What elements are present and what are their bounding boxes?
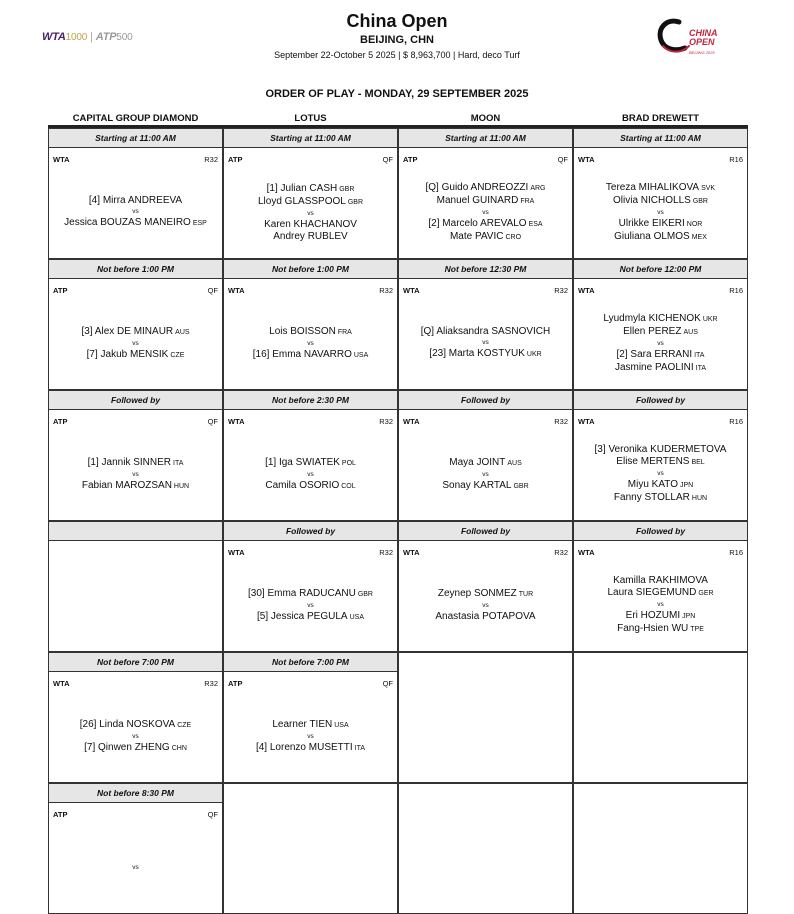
player-line	[272, 719, 348, 732]
tour-label: ATP	[403, 155, 418, 164]
match-time-header: Starting at 11:00 AM	[399, 129, 572, 148]
player-name: Camila OSORIO	[265, 479, 340, 491]
player-line	[614, 231, 707, 244]
match-time-header: Followed by	[399, 391, 572, 410]
player-name: Eri HOZUMI	[625, 610, 681, 621]
player-nationality: USA	[349, 613, 364, 621]
player-name: Emma NAVARRO	[272, 348, 352, 360]
player-seed: [4]	[88, 195, 101, 206]
player-name: Miyu KATO	[627, 479, 678, 490]
player-name: Lois BOISSON	[269, 325, 336, 337]
tour-label: WTA	[403, 417, 420, 426]
player-name: Fabian MAROZSAN	[81, 479, 172, 491]
player-seed: [1]	[265, 456, 277, 468]
tour-label: WTA	[578, 286, 595, 295]
match-cell	[223, 652, 398, 783]
player-seed: [26]	[79, 718, 97, 730]
player-name: Sara ERRANI	[630, 348, 693, 360]
player-name: Jannik SINNER	[101, 456, 171, 468]
player-name: Fang-Hsien WU	[617, 623, 689, 634]
player-seed: [30]	[248, 587, 265, 599]
player-nationality: ITA	[354, 744, 366, 752]
player-line	[84, 742, 187, 755]
player-line	[64, 217, 207, 230]
player-line	[257, 611, 364, 624]
player-name: Karen KHACHANOV	[264, 218, 357, 230]
match-players	[399, 298, 572, 389]
player-line	[617, 349, 705, 362]
player-name: Ellen PEREZ	[623, 325, 682, 337]
match-players	[224, 167, 397, 258]
player-name: Laura SIEGEMUND	[607, 587, 697, 598]
player-nationality: AUS	[507, 459, 522, 467]
player-line	[265, 457, 356, 470]
round-label: R32	[204, 155, 218, 164]
match-players	[399, 429, 572, 520]
match-cell	[398, 128, 573, 259]
player-seed: [23]	[429, 348, 446, 359]
match-cell	[223, 128, 398, 259]
player-nationality: ARG	[530, 184, 546, 192]
order-of-play-heading: ORDER OF PLAY - MONDAY, 29 SEPTEMBER 2025	[265, 88, 529, 100]
match-time-header: Followed by	[574, 522, 747, 541]
tour-label: WTA	[228, 548, 245, 557]
round-label: R32	[554, 417, 568, 426]
player-name: Jessica BOUZAS MANEIRO	[64, 217, 191, 228]
player-line	[428, 218, 542, 231]
player-nationality: USA	[353, 351, 369, 359]
match-cell	[398, 259, 573, 390]
player-name: Linda NOSKOVA	[99, 718, 176, 730]
player-name: Julian CASH	[280, 182, 338, 194]
player-line	[449, 457, 522, 470]
match-players	[224, 298, 397, 389]
player-name: Qinwen ZHENG	[98, 741, 170, 753]
wta-tier: 1000	[65, 32, 88, 43]
logo-line2: OPEN	[689, 37, 715, 47]
player-line	[623, 326, 698, 339]
player-nationality: ITA	[694, 351, 705, 359]
player-nationality: ESA	[528, 220, 543, 228]
atp-logo-text: ATP	[95, 31, 117, 43]
player-name: Mirra ANDREEVA	[102, 195, 183, 206]
vs-label: vs	[307, 339, 314, 347]
player-line	[88, 457, 184, 470]
round-label: R32	[379, 286, 393, 295]
match-players	[574, 560, 747, 651]
player-line	[607, 587, 713, 600]
court-heading: MOON	[470, 113, 501, 124]
vs-label: vs	[132, 732, 139, 740]
vs-label: vs	[132, 208, 139, 215]
player-nationality: CRO	[505, 233, 522, 241]
player-line	[614, 492, 707, 505]
player-nationality: CZE	[177, 721, 192, 729]
player-seed: [7]	[84, 741, 96, 753]
player-name: Lloyd GLASSPOOL	[258, 195, 346, 207]
round-label: R32	[204, 679, 218, 688]
vs-label: vs	[482, 339, 489, 346]
tour-label: WTA	[228, 286, 245, 295]
tour-label: WTA	[403, 548, 420, 557]
player-line	[253, 349, 369, 362]
wta-logo-text: WTA	[42, 31, 66, 43]
player-line	[438, 588, 533, 601]
match-time-header: Not before 8:30 PM	[49, 784, 222, 803]
tour-label: WTA	[53, 679, 70, 688]
tour-label: ATP	[53, 417, 68, 426]
round-label: QF	[207, 286, 218, 295]
empty-cell	[573, 783, 748, 914]
match-cell	[573, 259, 748, 390]
round-label: R16	[729, 417, 743, 426]
player-nationality: MEX	[691, 233, 707, 241]
player-line	[429, 348, 541, 361]
player-line	[606, 182, 715, 195]
player-name: Fanny STOLLAR	[613, 492, 690, 503]
player-nationality: NOR	[686, 220, 703, 228]
match-players	[224, 691, 397, 782]
player-nationality: TUR	[518, 591, 534, 598]
player-nationality: GER	[698, 590, 714, 597]
round-label: QF	[207, 810, 218, 819]
player-name: Lyudmyla KICHENOK	[603, 312, 701, 324]
player-nationality: ITA	[173, 459, 184, 467]
tour-label: WTA	[578, 155, 595, 164]
round-label: R16	[729, 286, 743, 295]
player-seed: [2]	[428, 217, 440, 229]
player-name: Veronika KUDERMETOVA	[608, 444, 727, 455]
player-name: Alex DE MINAUR	[94, 325, 174, 337]
player-line	[626, 610, 696, 623]
player-nationality: AUS	[175, 328, 190, 336]
match-cell	[398, 390, 573, 521]
player-name: Lorenzo MUSETTI	[269, 741, 353, 753]
player-nationality: AUS	[683, 328, 698, 336]
vs-label: vs	[657, 339, 664, 347]
match-players	[399, 560, 572, 651]
tour-label: ATP	[228, 679, 243, 688]
player-name: Maya JOINT	[449, 456, 506, 468]
player-line	[81, 326, 189, 339]
match-time-header: Starting at 11:00 AM	[49, 129, 222, 148]
match-time-header: Starting at 11:00 AM	[574, 129, 747, 148]
player-line	[603, 313, 717, 326]
player-line	[82, 480, 189, 493]
match-time-header: Followed by	[49, 391, 222, 410]
match-cell	[48, 390, 223, 521]
player-seed: [3]	[594, 444, 606, 455]
player-name: Tereza MIHALIKOVA	[605, 181, 700, 193]
player-name: Iga SWIATEK	[278, 456, 340, 468]
match-players	[399, 167, 572, 258]
match-cell	[398, 521, 573, 652]
tour-label: ATP	[228, 155, 243, 164]
match-players	[49, 298, 222, 389]
round-label: R32	[554, 286, 568, 295]
match-time-header: Followed by	[574, 391, 747, 410]
player-nationality: UKR	[702, 315, 718, 323]
player-nationality: BEL	[691, 459, 705, 466]
match-cell	[573, 521, 748, 652]
player-nationality: POL	[341, 459, 356, 467]
player-line	[426, 182, 546, 195]
match-time-header: Starting at 11:00 AM	[224, 129, 397, 148]
vs-label: vs	[132, 339, 139, 347]
player-nationality: UKR	[526, 351, 542, 358]
vs-label: vs	[132, 470, 139, 478]
player-line	[421, 326, 551, 338]
player-seed: [2]	[616, 348, 628, 360]
player-line	[256, 742, 365, 755]
player-name: Aliaksandra SASNOVICH	[436, 326, 551, 337]
player-nationality: ITA	[695, 364, 707, 372]
player-line	[595, 444, 727, 456]
player-line	[87, 349, 185, 362]
match-players	[574, 167, 747, 258]
match-time-header: Not before 7:00 PM	[224, 653, 397, 672]
round-label: QF	[382, 679, 393, 688]
match-players	[574, 298, 747, 389]
player-nationality: TPE	[690, 626, 704, 633]
player-name: Guido ANDREOZZI	[441, 181, 529, 193]
player-nationality: FRA	[337, 328, 352, 336]
player-seed: [16]	[252, 348, 270, 360]
player-seed: [Q]	[425, 181, 439, 193]
match-time-header: Followed by	[399, 522, 572, 541]
player-line	[80, 719, 191, 732]
match-players	[224, 560, 397, 651]
match-time-header: Followed by	[224, 522, 397, 541]
player-seed: [1]	[87, 456, 99, 468]
player-line	[269, 326, 352, 339]
player-name: Elise MERTENS	[616, 456, 690, 467]
player-name: Zeynep SONMEZ	[437, 588, 517, 599]
logo-sub: BEIJING 2025	[689, 50, 715, 55]
player-name: Jasmine PAOLINI	[614, 361, 694, 373]
player-line	[89, 195, 182, 207]
player-name: Jakub MENSIK	[100, 348, 169, 360]
player-name: Kamilla RAKHIMOVA	[613, 575, 708, 586]
player-nationality: CHN	[171, 744, 187, 752]
tournament-tier-logo: WTA1000 | ATP500	[42, 31, 133, 43]
round-label: QF	[557, 155, 568, 164]
atp-tier: 500	[116, 32, 133, 43]
vs-label: vs	[307, 732, 314, 740]
player-nationality: GBR	[347, 198, 363, 206]
match-time-header	[49, 522, 222, 541]
player-line	[248, 588, 373, 601]
round-label: R32	[554, 548, 568, 557]
player-seed: [1]	[266, 182, 278, 194]
player-seed: [5]	[256, 610, 269, 622]
match-time-header: Not before 2:30 PM	[224, 391, 397, 410]
player-line	[258, 196, 363, 209]
player-name: Anastasia POTAPOVA	[435, 611, 536, 622]
player-nationality: JPN	[679, 482, 694, 489]
player-nationality: GBR	[692, 197, 708, 205]
tour-label: WTA	[403, 286, 420, 295]
match-time-header: Not before 1:00 PM	[224, 260, 397, 279]
match-time-header: Not before 12:00 PM	[574, 260, 747, 279]
round-label: R16	[729, 155, 743, 164]
match-cell	[573, 390, 748, 521]
vs-label: vs	[307, 209, 314, 217]
player-name: Andrey RUBLEV	[273, 230, 348, 242]
empty-cell	[398, 652, 573, 783]
court-heading: BRAD DREWETT	[621, 113, 700, 124]
empty-cell	[573, 652, 748, 783]
player-line	[265, 480, 355, 493]
player-line	[619, 218, 703, 231]
player-line	[267, 183, 355, 196]
player-line	[628, 479, 693, 492]
match-players	[49, 691, 222, 782]
court-heading: LOTUS	[294, 113, 327, 124]
match-players	[49, 167, 222, 258]
match-players	[49, 429, 222, 520]
round-label: QF	[207, 417, 218, 426]
player-line	[615, 362, 706, 375]
player-line	[435, 611, 535, 623]
player-line	[617, 623, 704, 636]
player-name: Jessica PEGULA	[270, 610, 348, 622]
tour-label: WTA	[53, 155, 70, 164]
tour-label: ATP	[53, 286, 68, 295]
player-line	[613, 575, 708, 587]
tournament-city: BEIJING, CHN	[360, 34, 434, 46]
vs-label: vs	[482, 208, 489, 216]
match-cell	[48, 128, 223, 259]
match-players	[49, 822, 222, 913]
player-nationality: ESP	[192, 220, 207, 227]
player-nationality: USA	[334, 721, 349, 729]
player-nationality: HUN	[691, 495, 708, 502]
empty-cell	[223, 783, 398, 914]
player-nationality: GBR	[339, 185, 355, 193]
player-line	[450, 231, 521, 244]
player-nationality: SVK	[701, 184, 716, 192]
match-time-header: Not before 7:00 PM	[49, 653, 222, 672]
tour-label: WTA	[578, 548, 595, 557]
player-nationality: CZE	[170, 351, 185, 359]
match-cell	[223, 521, 398, 652]
page-title: China Open	[346, 11, 448, 31]
tour-label: ATP	[53, 810, 68, 819]
match-players	[574, 429, 747, 520]
player-nationality: GBR	[513, 482, 529, 490]
round-label: R16	[729, 548, 743, 557]
vs-label: vs	[657, 470, 664, 477]
player-name: Marcelo AREVALO	[442, 217, 527, 229]
player-seed: [3]	[81, 325, 93, 337]
player-line	[442, 480, 528, 493]
vs-label: vs	[482, 470, 489, 478]
tour-label: WTA	[578, 417, 595, 426]
logo-line1: CHINA	[689, 28, 718, 38]
match-cell	[48, 652, 223, 783]
match-players	[224, 429, 397, 520]
player-line	[616, 456, 704, 469]
vs-label: vs	[307, 470, 314, 478]
tournament-info: September 22-October 5 2025 | $ 8,963,700 | Hard, deco Turf	[274, 50, 520, 60]
vs-label: vs	[657, 208, 664, 216]
match-cell	[48, 259, 223, 390]
empty-cell	[398, 783, 573, 914]
player-name: Olivia NICHOLLS	[613, 194, 691, 206]
player-name: Sonay KARTAL	[442, 479, 512, 491]
match-time-header: Not before 1:00 PM	[49, 260, 222, 279]
player-line	[273, 231, 347, 243]
player-name: Manuel GUINARD	[436, 194, 519, 206]
match-cell	[223, 259, 398, 390]
match-cell	[48, 783, 223, 914]
player-nationality: GBR	[357, 590, 373, 598]
player-name: Giuliana OLMOS	[614, 230, 690, 242]
player-name: Marta KOSTYUK	[448, 348, 525, 359]
player-line	[264, 219, 357, 231]
player-line	[613, 195, 708, 208]
player-name: Mate PAVIC	[449, 230, 504, 242]
match-cell	[573, 128, 748, 259]
player-nationality: COL	[341, 482, 356, 490]
vs-label: vs	[132, 863, 139, 871]
player-name: Ulrikke EIKERI	[618, 217, 685, 229]
player-name: Learner TIEN	[272, 718, 333, 730]
tour-label: WTA	[228, 417, 245, 426]
player-seed: [Q]	[420, 326, 435, 337]
player-seed: [7]	[86, 348, 98, 360]
player-seed: [4]	[255, 741, 268, 753]
player-nationality: HUN	[173, 482, 190, 490]
court-heading: CAPITAL GROUP DIAMOND	[72, 113, 199, 124]
player-nationality: FRA	[520, 197, 535, 205]
vs-label: vs	[657, 601, 664, 608]
match-time-header: Not before 12:30 PM	[399, 260, 572, 279]
round-label: R32	[379, 548, 393, 557]
round-label: QF	[382, 155, 393, 164]
round-label: R32	[379, 417, 393, 426]
vs-label: vs	[307, 601, 314, 609]
vs-label: vs	[482, 602, 489, 609]
match-cell	[223, 390, 398, 521]
match-cell	[48, 521, 223, 652]
player-line	[437, 195, 535, 208]
player-name: Emma RADUCANU	[267, 587, 356, 599]
player-nationality: JPN	[682, 613, 696, 620]
